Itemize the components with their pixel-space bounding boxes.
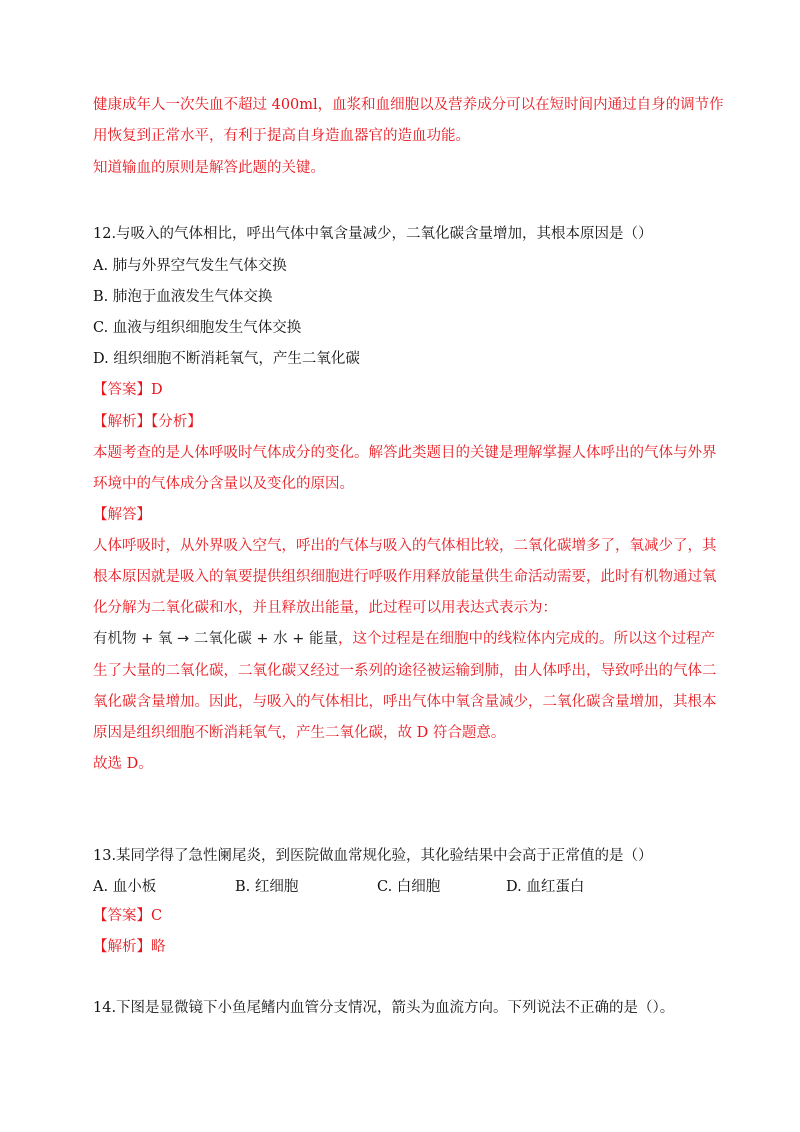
q12-formula: 有机物 + 氧 → 二氧化碳 + 水 + 能量	[93, 631, 338, 647]
q14-stem: 14.下图是显微镜下小鱼尾鳍内血管分支情况，箭头为血流方向。下列说法不正确的是（）。	[93, 1000, 675, 1016]
q12-option-b: B. 肺泡于血液发生气体交换	[93, 289, 273, 305]
intro-line-2: 用恢复到正常水平，有利于提高自身造血器官的造血功能。	[93, 128, 470, 144]
q13-option-c: C. 白细胞	[377, 879, 441, 895]
q12-formula-line	[93, 629, 715, 649]
q13-analysis: 【解析】略	[93, 939, 166, 955]
intro-line-1: 健康成年人一次失血不超过 400ml，血浆和血细胞以及营养成分可以在短时间内通过自身的调节作	[93, 97, 724, 113]
q12-solve-line-3: 化分解为二氧化碳和水，并且释放出能量，此过程可以用表达式表示为：	[93, 600, 557, 616]
q12-solve2-line-3: 原因是组织细胞不断消耗氧气，产生二氧化碳，故 D 符合题意。	[93, 725, 506, 741]
q12-solve2-line-2: 氧化碳含量增加。因此，与吸入的气体相比，呼出气体中氧含量减少，二氧化碳含量增加，其根本	[93, 694, 717, 710]
q12-option-d: D. 组织细胞不断消耗氧气，产生二氧化碳	[93, 351, 360, 367]
q13-answer: 【答案】C	[93, 908, 163, 924]
q12-formula-tail: ，这个过程是在细胞中的线粒体内完成的。所以这个过程产	[337, 631, 715, 647]
q12-solve-line-2: 根本原因就是吸入的氧要提供组织细胞进行呼吸作用释放能量供生命活动需要，此时有机物通过氧	[93, 569, 717, 585]
q12-choose: 故选 D。	[93, 756, 153, 772]
q13-option-a: A. 血小板	[93, 879, 157, 895]
q12-stem: 12.与吸入的气体相比，呼出气体中氧含量减少，二氧化碳含量增加，其根本原因是（）	[93, 226, 653, 242]
q12-answer: 【答案】D	[93, 382, 163, 398]
q12-analysis-line-1: 本题考查的是人体呼吸时气体成分的变化。解答此类题目的关键是理解掌握人体呼出的气体与外界	[93, 445, 717, 461]
q13-option-b: B. 红细胞	[235, 879, 299, 895]
q12-option-c: C. 血液与组织细胞发生气体交换	[93, 320, 302, 336]
q12-solve-head: 【解答】	[93, 507, 151, 523]
intro-line-3: 知道输血的原则是解答此题的关键。	[93, 160, 325, 176]
q12-analysis-line-2: 环境中的气体成分含量以及变化的原因。	[93, 476, 354, 492]
q12-solve-line-1: 人体呼吸时，从外界吸入空气，呼出的气体与吸入的气体相比较，二氧化碳增多了，氧减少了，其	[93, 538, 717, 554]
q13-option-d: D. 血红蛋白	[506, 879, 585, 895]
q13-stem: 13.某同学得了急性阑尾炎，到医院做血常规化验，其化验结果中会高于正常值的是（）	[93, 848, 653, 864]
q12-analysis-head: 【解析】【分析】	[93, 414, 202, 430]
q12-option-a: A. 肺与外界空气发生气体交换	[93, 258, 287, 274]
q12-solve2-line-1: 生了大量的二氧化碳，二氧化碳又经过一系列的途径被运输到肺，由人体呼出，导致呼出的气体二	[93, 663, 717, 679]
